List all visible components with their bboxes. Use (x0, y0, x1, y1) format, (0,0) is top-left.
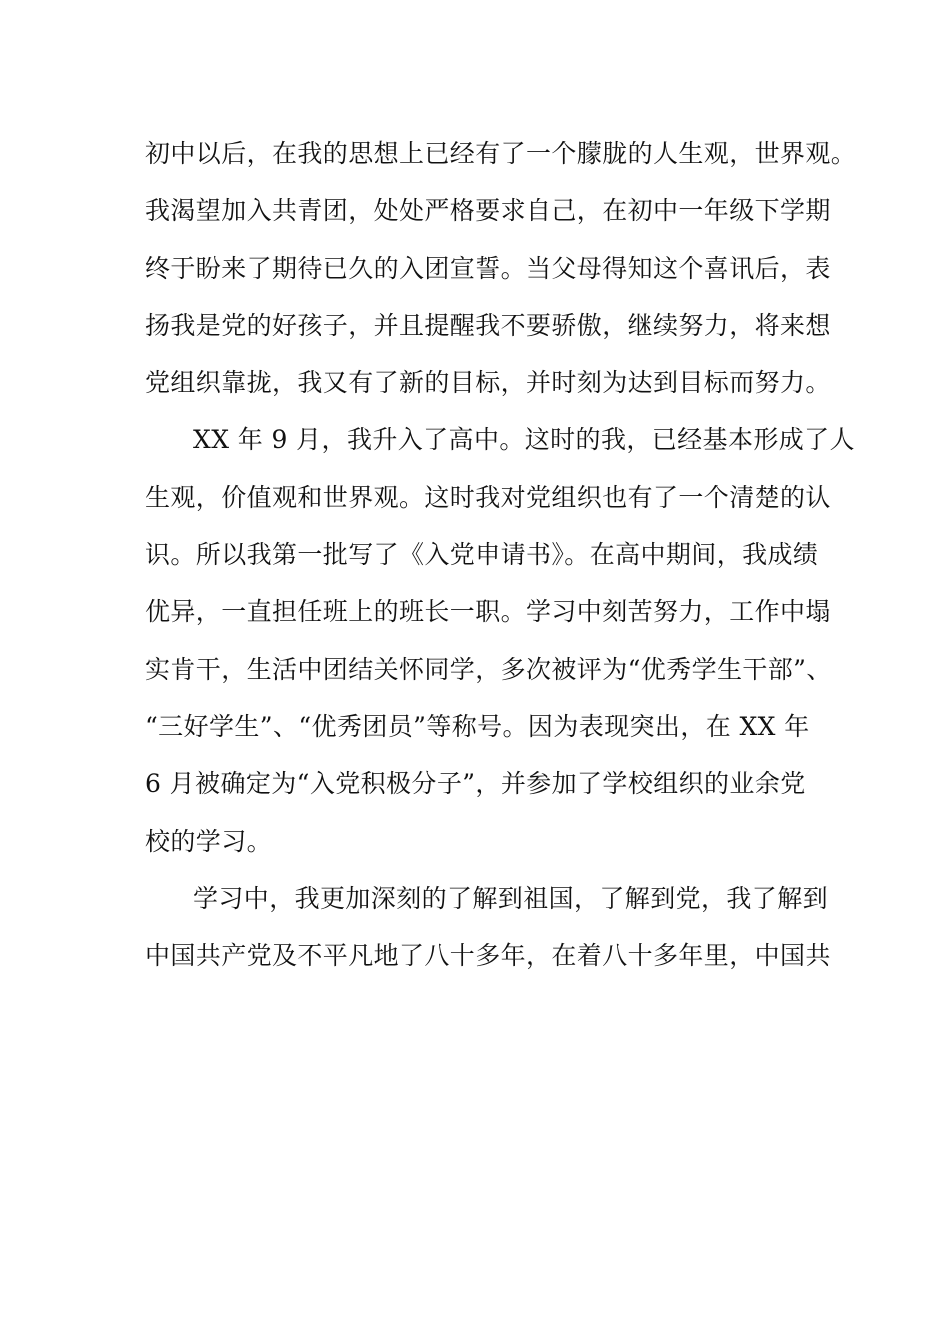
text-line: “三好学生”、“优秀团员”等称号。因为表现突出，在 XX 年 (145, 711, 810, 741)
paragraph-start-line: 学习中，我更加深刻的了解到祖国，了解到党，我了解到 (193, 883, 829, 913)
text-line: 扬我是党的好孩子，并且提醒我不要骄傲，继续努力，将来想 (145, 310, 831, 340)
text-line: 终于盼来了期待已久的入团宣誓。当父母得知这个喜讯后，表 (145, 253, 831, 283)
text-line: 实肯干，生活中团结关怀同学，多次被评为“优秀学生干部”、 (145, 654, 832, 684)
text-line: 6 月被确定为“入党积极分子”，并参加了学校组织的业余党 (145, 769, 806, 799)
body-text (145, 125, 857, 984)
paragraph-start-line: XX 年 9 月，我升入了高中。这时的我，已经基本形成了人 (193, 425, 855, 455)
text-line: 党组织靠拢，我又有了新的目标，并时刻为达到目标而努力。 (145, 368, 831, 398)
text-line: 校的学习。 (145, 826, 273, 856)
text-line: 中国共产党及不平凡地了八十多年，在着八十多年里，中国共 (145, 941, 831, 971)
text-line: 我渴望加入共青团，处处严格要求自己，在初中一年级下学期 (145, 196, 831, 226)
text-line: 生观，价值观和世界观。这时我对党组织也有了一个清楚的认 (145, 482, 831, 512)
text-line: 识。所以我第一批写了《入党申请书》。在高中期间，我成绩 (145, 540, 819, 570)
text-line: 初中以后，在我的思想上已经有了一个朦胧的人生观，世界观。 (145, 139, 857, 168)
text-line: 优异，一直担任班上的班长一职。学习中刻苦努力，工作中塌 (145, 597, 831, 627)
